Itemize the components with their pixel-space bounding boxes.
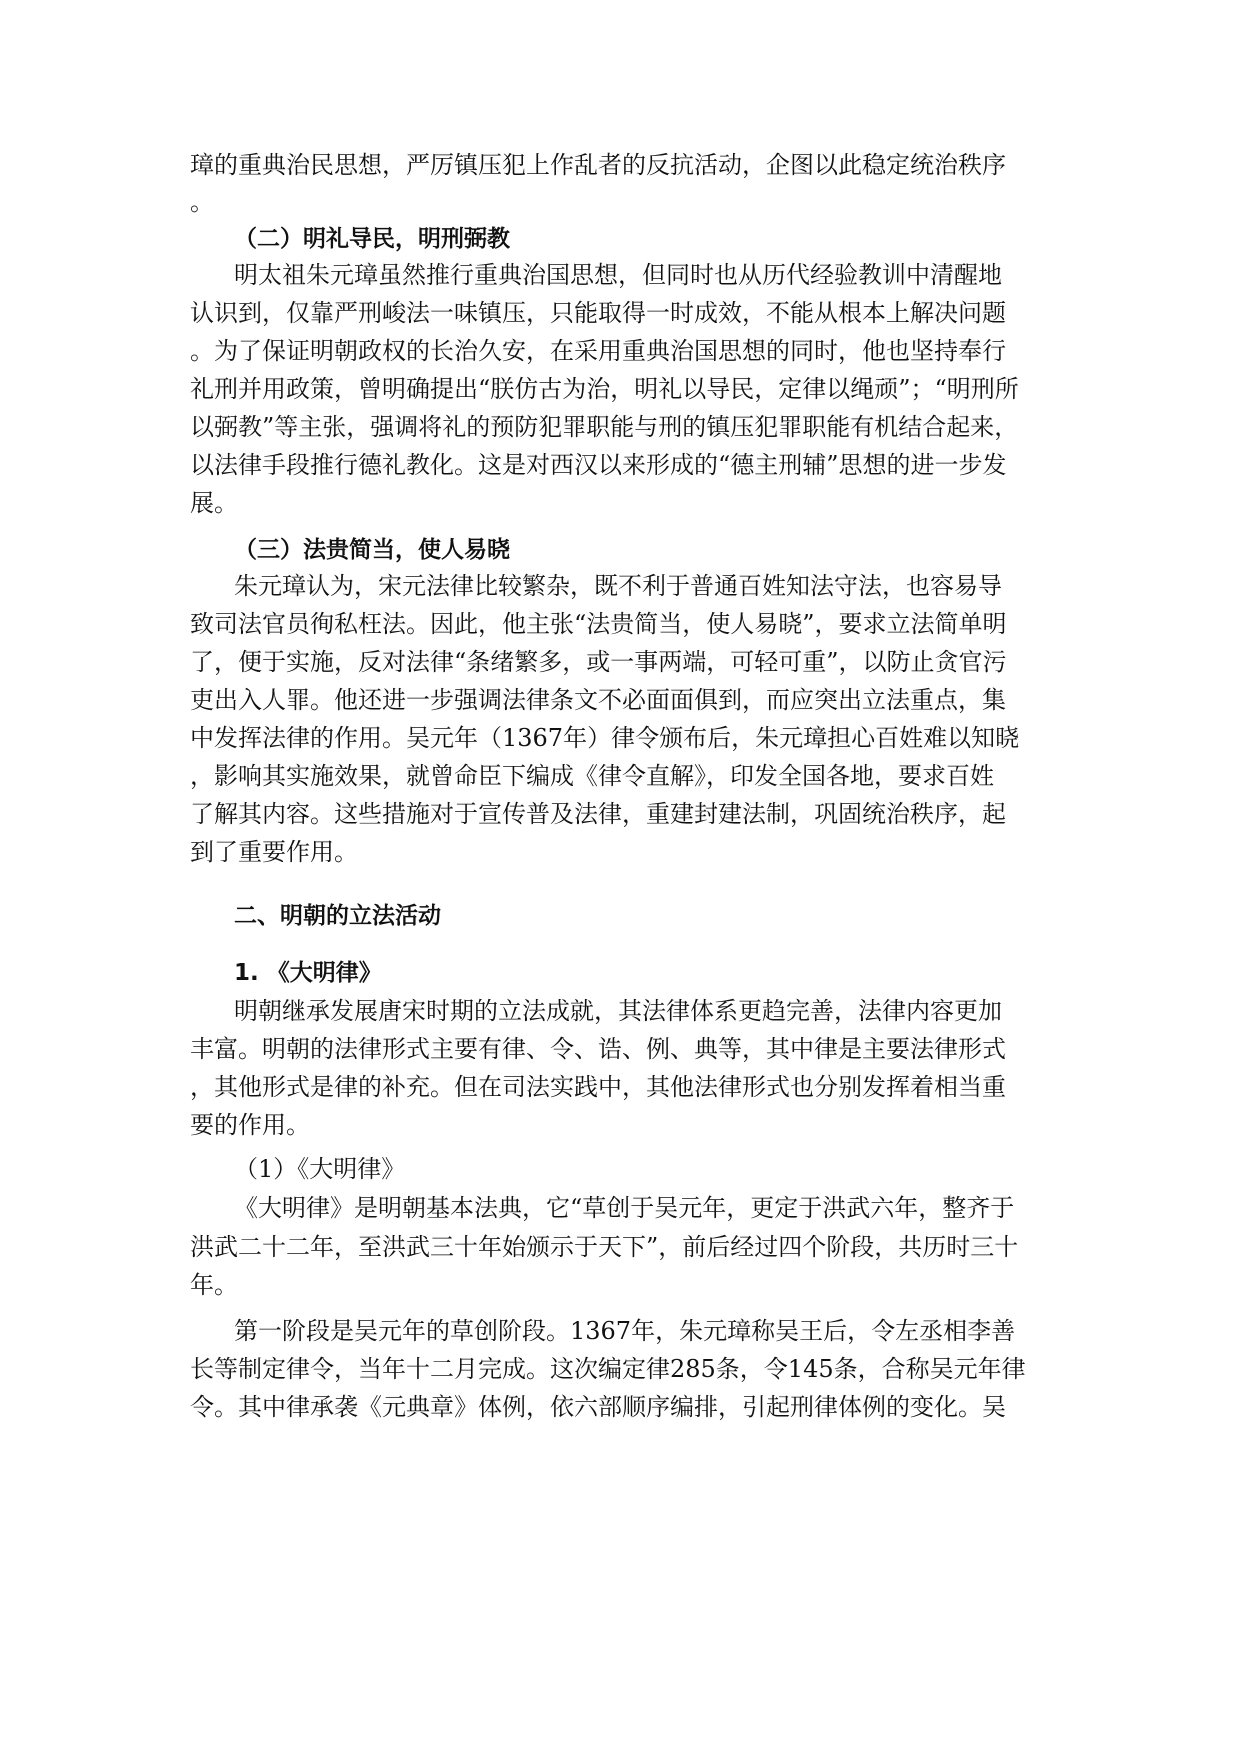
- paragraph-line: 明太祖朱元璋虽然推行重典治国思想，但同时也从历代经验教训中清醒地: [234, 261, 1002, 289]
- paragraph-line: 明朝继承发展唐宋时期的立法成就，其法律体系更趋完善，法律内容更加: [234, 997, 1002, 1025]
- paragraph-line: 认识到，仅靠严刑峻法一味镇压，只能取得一时成效，不能从根本上解决问题: [190, 299, 1006, 327]
- item-heading: （1）《大明律》: [234, 1155, 406, 1183]
- paragraph-line: 。: [190, 188, 214, 216]
- paragraph-line: 令。其中律承袭《元典章》体例，依六部顺序编排，引起刑律体例的变化。吴: [190, 1393, 1006, 1421]
- paragraph-line: 展。: [190, 489, 238, 517]
- subsection-heading: 1. 《大明律》: [234, 960, 382, 986]
- paragraph-line: 《大明律》是明朝基本法典，它“草创于吴元年，更定于洪武六年，整齐于: [234, 1194, 1015, 1222]
- paragraph-line: 璋的重典治民思想，严厉镇压犯上作乱者的反抗活动，企图以此稳定统治秩序: [190, 151, 1006, 179]
- paragraph-line: 以法律手段推行德礼教化。这是对西汉以来形成的“德主刑辅”思想的进一步发: [190, 451, 1007, 479]
- paragraph-line: 朱元璋认为，宋元法律比较繁杂，既不利于普通百姓知法守法，也容易导: [234, 572, 1002, 600]
- chapter-heading: 二、明朝的立法活动: [234, 903, 441, 929]
- paragraph-line: 致司法官员徇私枉法。因此，他主张“法贵简当，使人易晓”，要求立法简单明: [190, 610, 1007, 638]
- paragraph-line: 了解其内容。这些措施对于宣传普及法律，重建封建法制，巩固统治秩序，起: [190, 800, 1006, 828]
- paragraph-line: 了，便于实施，反对法律“条绪繁多，或一事两端，可轻可重”，以防止贪官污: [190, 648, 1007, 676]
- paragraph-line: 年。: [190, 1271, 238, 1299]
- paragraph-line: 。为了保证明朝政权的长治久安，在采用重典治国思想的同时，他也坚持奉行: [190, 337, 1006, 365]
- paragraph-line: ，影响其实施效果，就曾命臣下编成《律令直解》，印发全国各地，要求百姓: [190, 762, 994, 790]
- paragraph-line: 丰富。明朝的法律形式主要有律、令、诰、例、典等，其中律是主要法律形式: [190, 1035, 1006, 1063]
- paragraph-line: 以弼教”等主张，强调将礼的预防犯罪职能与刑的镇压犯罪职能有机结合起来，: [190, 413, 1019, 441]
- section-heading-3: （三）法贵简当，使人易晓: [234, 537, 510, 563]
- paragraph-line: 吏出入人罪。他还进一步强调法律条文不必面面俱到，而应突出立法重点，集: [190, 686, 1006, 714]
- section-heading-2: （二）明礼导民，明刑弼教: [234, 226, 510, 252]
- paragraph-line: 第一阶段是吴元年的草创阶段。1367年，朱元璋称吴王后，令左丞相李善: [234, 1317, 1016, 1345]
- paragraph-line: 要的作用。: [190, 1111, 310, 1139]
- paragraph-line: 洪武二十二年，至洪武三十年始颁示于天下”，前后经过四个阶段，共历时三十: [190, 1233, 1019, 1261]
- paragraph-line: 中发挥法律的作用。吴元年（1367年）律令颁布后，朱元璋担心百姓难以知晓: [190, 724, 1020, 752]
- paragraph-line: 长等制定律令，当年十二月完成。这次编定律285条，令145条，合称吴元年律: [190, 1355, 1026, 1383]
- paragraph-line: 礼刑并用政策，曾明确提出“朕仿古为治，明礼以导民，定律以绳顽”；“明刑所: [190, 375, 1019, 403]
- paragraph-line: ，其他形式是律的补充。但在司法实践中，其他法律形式也分别发挥着相当重: [190, 1073, 1006, 1101]
- paragraph-line: 到了重要作用。: [190, 838, 358, 866]
